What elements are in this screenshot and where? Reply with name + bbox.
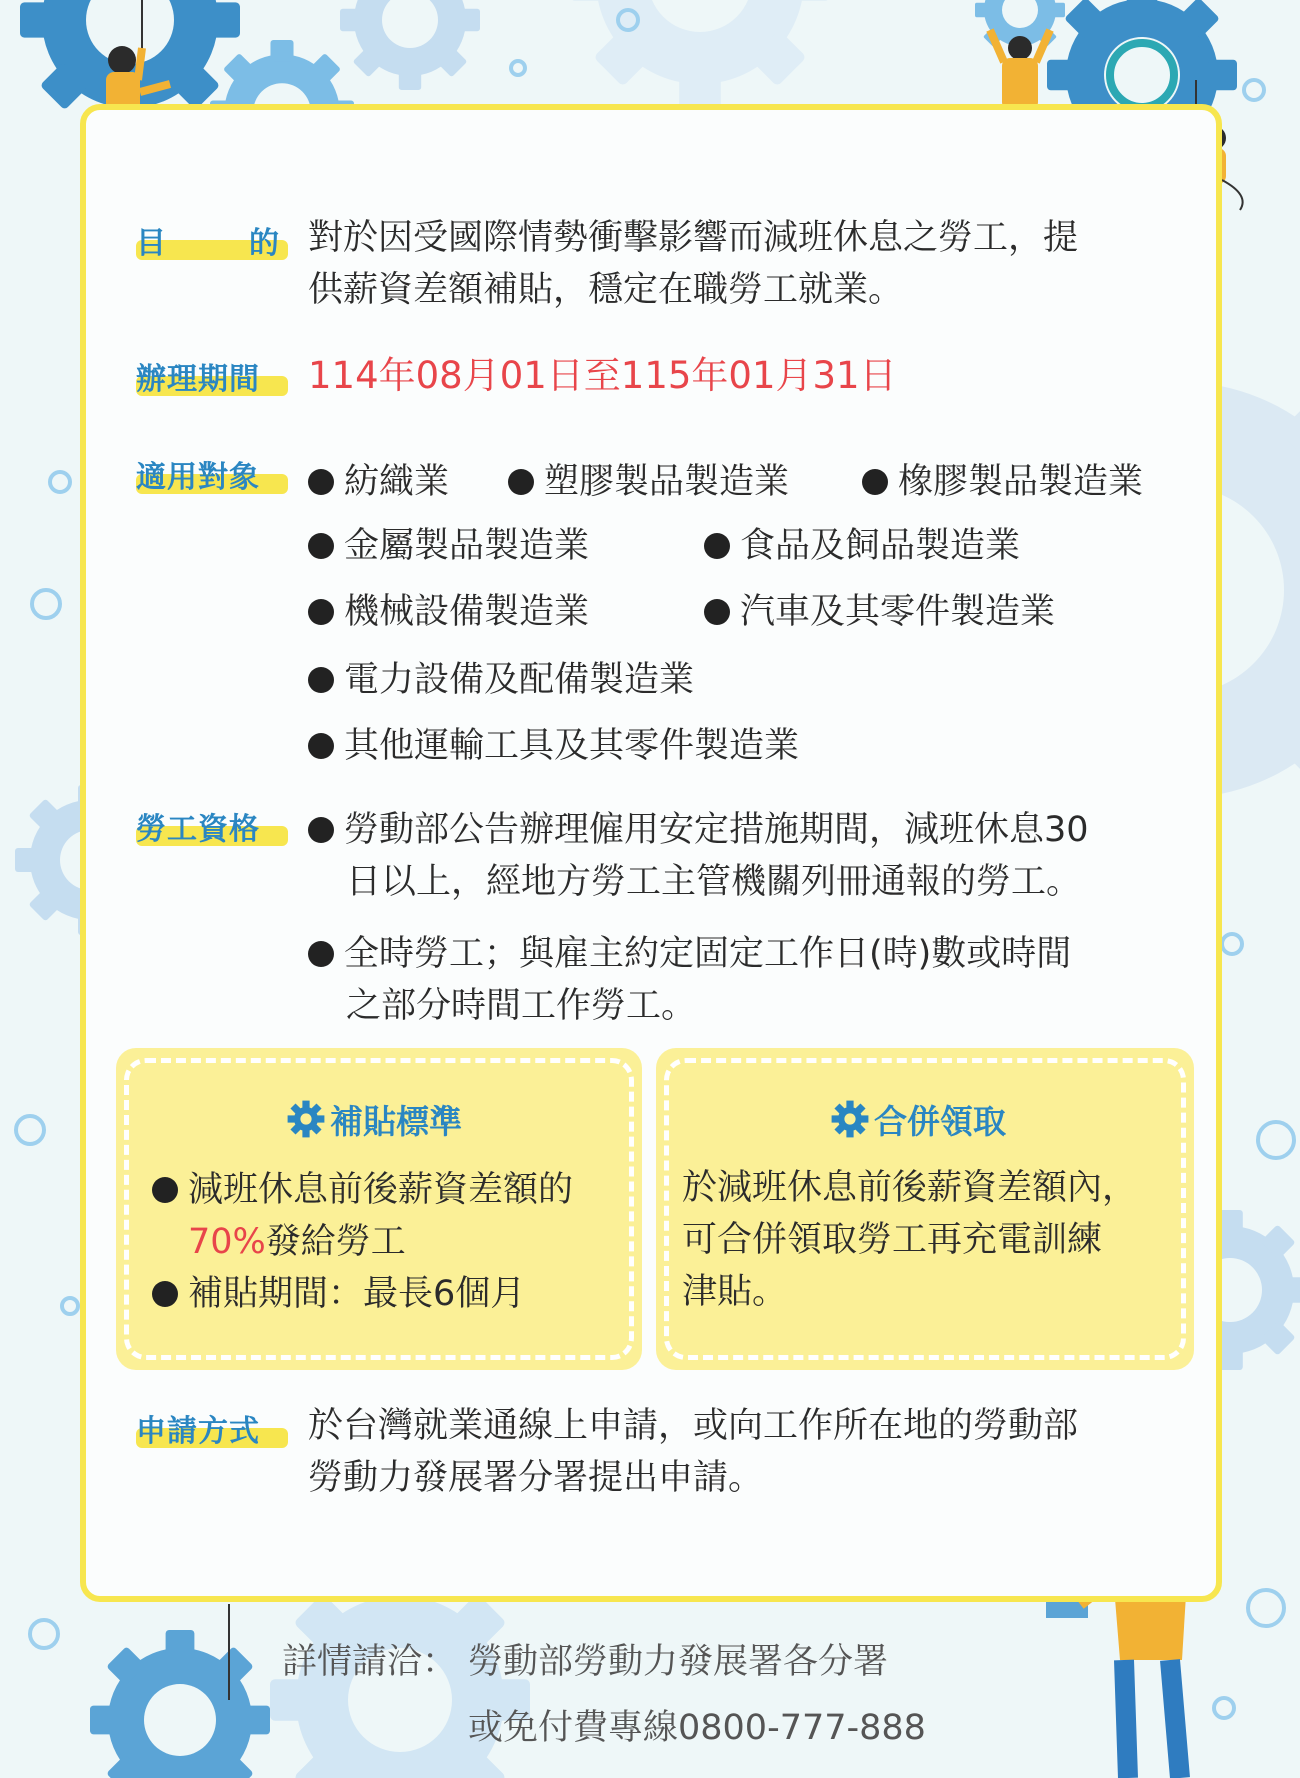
- purpose-text: 對於因受國際情勢衝擊影響而減班休息之勞工，提 供薪資差額補貼，穩定在職勞工就業。: [308, 218, 1079, 310]
- eligible-item: 汽車及其零件製造業: [704, 584, 1055, 634]
- qualification-item-1: 勞動部公告辦理僱用安定措施期間，減班休息30 日以上，經地方勞工主管機關列冊通報的勞工。: [308, 804, 1089, 908]
- combined-box: [656, 1048, 1194, 1370]
- subsidy-box: [116, 1048, 642, 1370]
- subsidy-title: 補貼標準: [286, 1096, 462, 1143]
- apply-label: 申請方式: [136, 1406, 288, 1446]
- qualification-label: 勞工資格: [136, 804, 288, 844]
- apply-text: 於台灣就業通線上申請，或向工作所在地的勞動部 勞動力發展署分署提出申請。: [308, 1406, 1079, 1498]
- eligible-item: 其他運輸工具及其零件製造業: [308, 718, 799, 768]
- period-label: 辦理期間: [136, 354, 288, 394]
- footer-prefix: 詳情請洽：: [282, 1642, 458, 1682]
- footer-line-2: 或免付費專線0800-777-888: [468, 1708, 926, 1748]
- subsidy-text: 減班休息前後薪資差額的 70%發給勞工 補貼期間：最長6個月: [152, 1164, 573, 1320]
- eligible-item: 機械設備製造業: [308, 584, 589, 634]
- gear-icon: [286, 1099, 326, 1139]
- combined-text: 於減班休息前後薪資差額內， 可合併領取勞工再充電訓練 津貼。: [682, 1168, 1138, 1312]
- eligible-item: 電力設備及配備製造業: [308, 652, 694, 702]
- eligible-item: 橡膠製品製造業: [862, 454, 1143, 504]
- footer-line-1: 勞動部勞動力發展署各分署: [468, 1642, 889, 1682]
- eligible-item: 紡織業: [308, 454, 449, 504]
- purpose-label: 目 的: [136, 218, 288, 258]
- period-value: 114年08月01日至115年01月31日: [308, 354, 897, 397]
- combined-title: 合併領取: [830, 1096, 1006, 1143]
- eligible-item: 塑膠製品製造業: [508, 454, 789, 504]
- eligible-item: 金屬製品製造業: [308, 518, 589, 568]
- eligible-label: 適用對象: [136, 452, 288, 492]
- qualification-item-2: 全時勞工；與雇主約定固定工作日(時)數或時間 之部分時間工作勞工。: [308, 928, 1071, 1032]
- gear-icon: [830, 1099, 870, 1139]
- eligible-item: 食品及飼品製造業: [704, 518, 1020, 568]
